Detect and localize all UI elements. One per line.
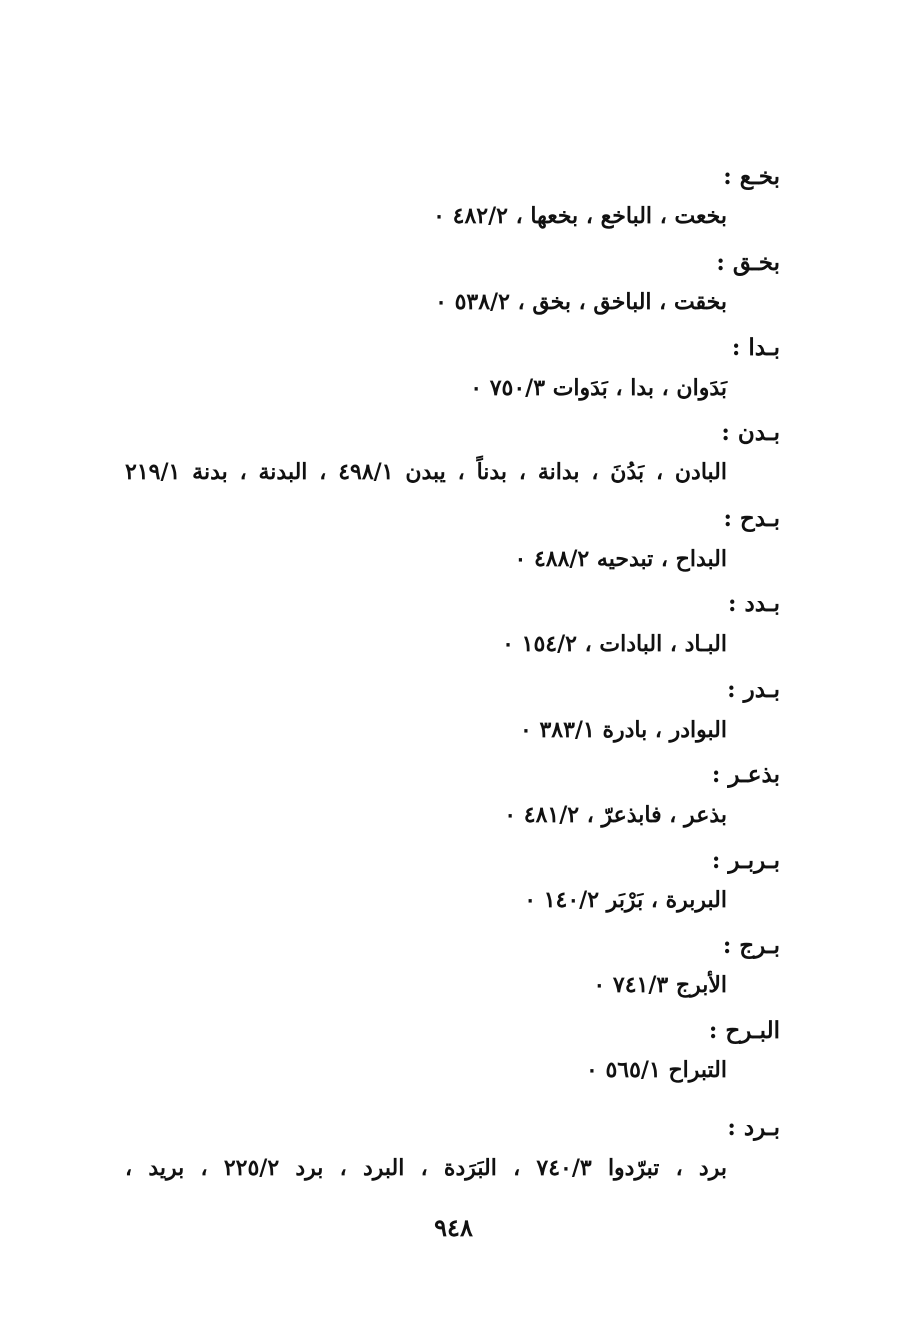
derivative-line: البربرة ، بَرْبَر ١٤٠/٢ ٠: [524, 887, 727, 913]
derivative-line: البوادر ، بادرة ٣٨٣/١ ٠: [519, 717, 727, 743]
derivative-line: برد ، تبرّدوا ٧٤٠/٣ ، البَرَدة ، البرد ، برد ٢٢٥/٢ ، بريد ،: [125, 1155, 727, 1181]
root-heading: بـدن :: [721, 419, 780, 446]
root-heading: بـدر :: [727, 676, 780, 703]
derivative-line: بخقت ، الباخق ، بخق ، ٥٣٨/٢ ٠: [435, 289, 727, 315]
page-number: ٩٤٨: [434, 1213, 473, 1242]
derivative-line: بذعر ، فابذعرّ ، ٤٨١/٢ ٠: [504, 802, 727, 828]
root-heading: بخـع :: [723, 163, 780, 190]
root-heading: بـدح :: [723, 505, 780, 532]
derivative-line: البـاد ، البادات ، ١٥٤/٢ ٠: [502, 631, 727, 657]
derivative-line: بخعت ، الباخع ، بخعها ، ٤٨٢/٢ ٠: [433, 203, 727, 229]
derivative-line: الأبرج ٧٤١/٣ ٠: [593, 972, 727, 998]
derivative-line: بَدَوان ، بدا ، بَدَوات ٧٥٠/٣ ٠: [470, 375, 727, 401]
derivative-line: البادن ، بَدُنَ ، بدانة ، بدناً ، يبدن ٤٩٨/١ ، البدنة ، بدنة ٢١٩/١: [125, 459, 727, 485]
derivative-line: البداح ، تبدحيه ٤٨٨/٢ ٠: [514, 546, 727, 572]
root-heading: بـدد :: [728, 590, 780, 617]
root-heading: بخـق :: [716, 249, 780, 276]
root-heading: البـرح :: [708, 1017, 780, 1044]
derivative-line: التبراح ٥٦٥/١ ٠: [585, 1057, 727, 1083]
root-heading: بـدا :: [731, 334, 780, 361]
root-heading: بذعـر :: [711, 761, 780, 788]
root-heading: بـربـر :: [711, 847, 780, 874]
root-heading: بـرد :: [727, 1114, 780, 1141]
root-heading: بـرج :: [722, 932, 780, 959]
